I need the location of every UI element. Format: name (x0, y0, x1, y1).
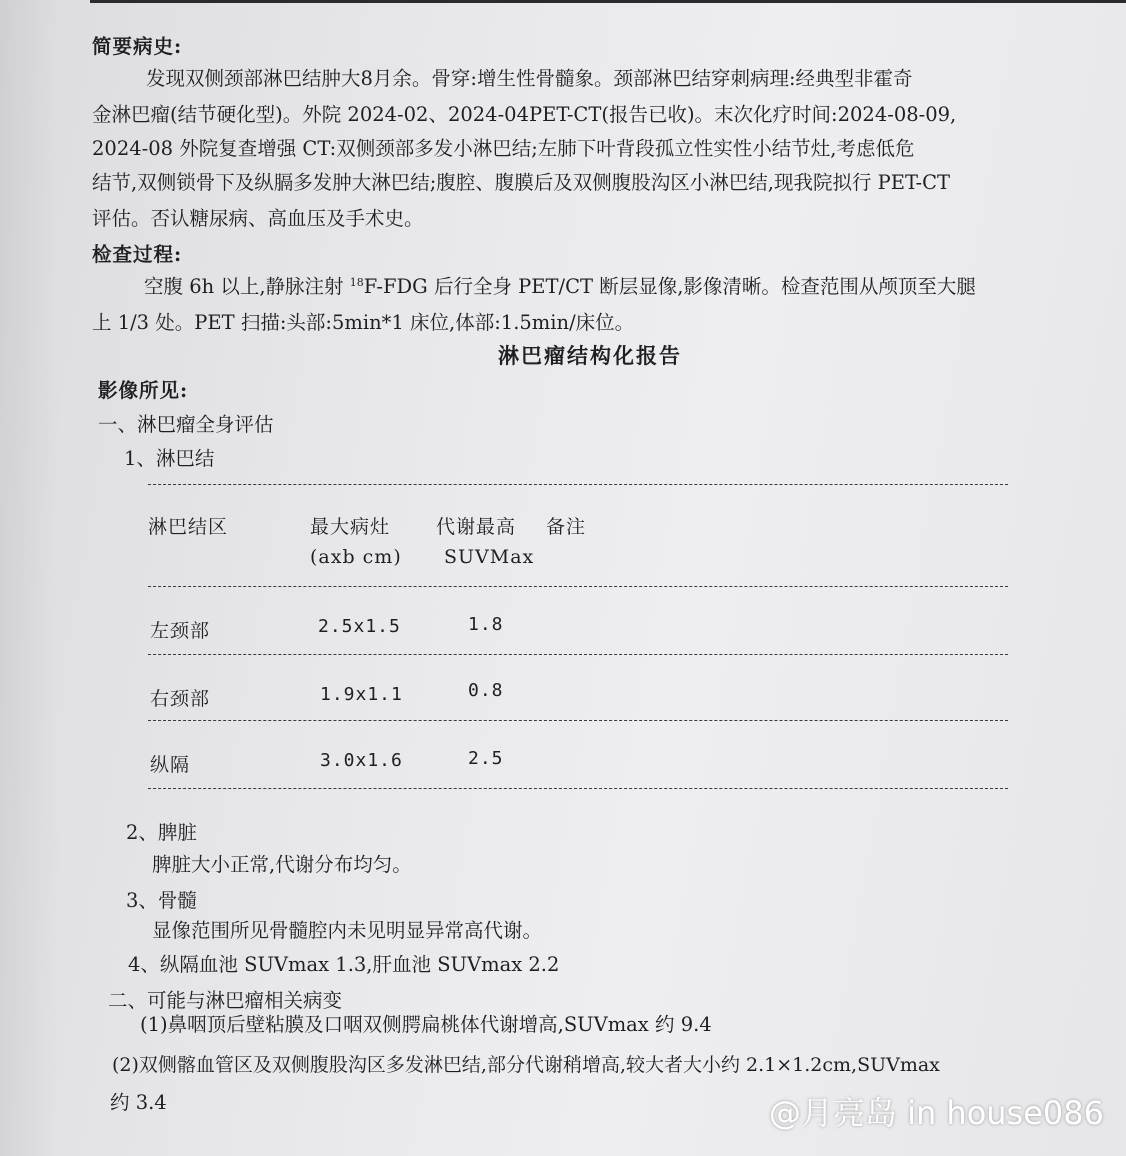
history-line-3: 2024-08 外院复查增强 CT:双侧颈部多发小淋巴结;左肺下叶背段孤立性实性小结节灶,考虑低危 (92, 137, 915, 160)
row-suv: 1.8 (468, 614, 504, 635)
marrow-text: 显像范围所见骨髓腔内未见明显异常高代谢。 (152, 919, 543, 942)
col-header-size: 最大病灶 (310, 516, 391, 538)
history-line-1: 发现双侧颈部淋巴结肿大8月余。骨穿:增生性骨髓象。颈部淋巴结穿刺病理:经典型非霍奇 (146, 67, 913, 90)
history-line-4: 结节,双侧锁骨下及纵膈多发肿大淋巴结;腹腔、腹膜后及双侧腹股沟区小淋巴结,现我院拟行 PET-CT (92, 171, 951, 194)
table-rule-top (148, 484, 1008, 485)
report-title: 淋巴瘤结构化报告 (498, 343, 682, 368)
finding-item-2-line-1: (2)双侧髂血管区及双侧腹股沟区多发淋巴结,部分代谢稍增高,较大者大小约 2.1×1.2cm,SUVmax (112, 1054, 940, 1076)
col-header-suv-unit: SUVMax (444, 546, 535, 568)
table-rule-header (148, 586, 1008, 587)
row-region: 左颈部 (150, 620, 211, 642)
marrow-heading: 3、骨髓 (126, 889, 197, 912)
procedure-line-1: 空腹 6h 以上,静脉注射 $^{18}$F-FDG 后行全身 PET/CT 断层显像,影像清晰。检查范围从颅顶至大腿 (144, 275, 976, 298)
col-header-suv: 代谢最高 (436, 516, 517, 538)
findings-heading: 影像所见: (98, 379, 189, 402)
blood-pool-line: 4、纵隔血池 SUVmax 1.3,肝血池 SUVmax 2.2 (128, 953, 560, 976)
row-suv: 0.8 (468, 680, 504, 701)
procedure-heading: 检查过程: (92, 243, 183, 266)
history-heading: 简要病史: (92, 35, 183, 58)
row-size: 2.5x1.5 (318, 616, 401, 637)
spleen-heading: 2、脾脏 (126, 821, 197, 844)
row-size: 1.9x1.1 (320, 684, 403, 705)
row-suv: 2.5 (468, 748, 504, 769)
lymph-node-heading: 1、淋巴结 (124, 447, 215, 470)
table-rule-bottom (148, 788, 1008, 789)
col-header-region: 淋巴结区 (148, 516, 229, 538)
section-1-heading: 一、淋巴瘤全身评估 (98, 413, 274, 436)
history-line-5: 评估。否认糖尿病、高血压及手术史。 (92, 207, 424, 230)
row-region: 纵隔 (150, 754, 191, 776)
procedure-line-2: 上 1/3 处。PET 扫描:头部:5min*1 床位,体部:1.5min/床位。 (92, 311, 635, 334)
history-line-2: 金淋巴瘤(结节硬化型)。外院 2024-02、2024-04PET-CT(报告已收)。末次化疗时间:2024-08-09, (92, 103, 957, 126)
col-header-size-unit: (axb cm) (310, 546, 402, 568)
spleen-text: 脾脏大小正常,代谢分布均匀。 (152, 853, 412, 876)
finding-item-1: (1)鼻咽顶后壁粘膜及口咽双侧腭扁桃体代谢增高,SUVmax 约 9.4 (140, 1013, 712, 1036)
row-size: 3.0x1.6 (320, 750, 403, 771)
watermark: @月亮岛 in house086 (768, 1094, 1104, 1132)
finding-item-2-line-2: 约 3.4 (110, 1091, 167, 1114)
table-rule-row-2 (148, 720, 1008, 721)
page-shadow (0, 0, 60, 1156)
top-rule (90, 0, 1126, 3)
table-rule-row-1 (148, 654, 1008, 655)
col-header-note: 备注 (546, 516, 587, 538)
row-region: 右颈部 (150, 688, 211, 710)
section-2-heading: 二、可能与淋巴瘤相关病变 (108, 989, 343, 1012)
